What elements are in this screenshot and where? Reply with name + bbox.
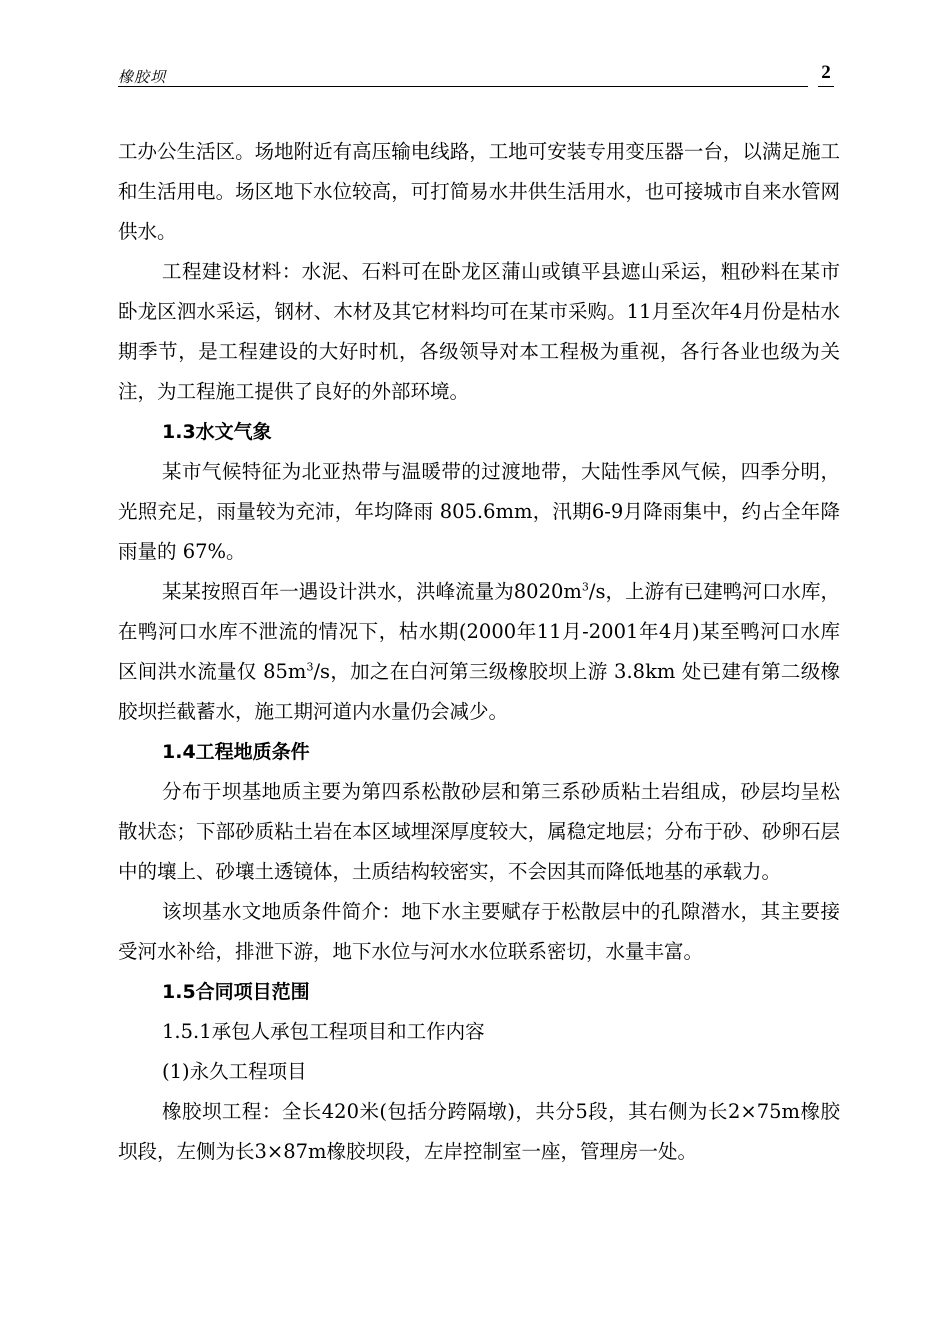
header-rule — [118, 86, 808, 87]
paragraph-materials: 工程建设材料：水泥、石料可在卧龙区蒲山或镇平县遮山采运，粗砂料在某市卧龙区泗水采运，钢材、木材及其它材料均可在某市采购。11月至次年4月份是枯水期季节，是工程建设的大好时机，各级领导对本工程极为重视，各行各业也级为关注，为工程施工提供了良好的外部环境。 — [118, 260, 840, 403]
superscript-3: 3 — [581, 580, 589, 594]
paragraph-climate: 某市气候特征为北亚热带与温暖带的过渡地带，大陆性季风气候，四季分明，光照充足，雨量较为充沛，年均降雨 805.6mm，汛期6-9月降雨集中，约占全年降雨量的 67%。 — [118, 460, 840, 563]
section-heading-contract-scope: 1.5合同项目范围 — [162, 981, 310, 1003]
document-body — [118, 132, 840, 1172]
page-header — [118, 62, 834, 88]
section-heading-hydrology: 1.3水文气象 — [162, 421, 272, 443]
header-title: 橡胶坝 — [118, 68, 167, 86]
paragraph-flood: 某某按照百年一遇设计洪水，洪峰流量为$8020m^3/s$，上游有已建鸭河口水库，在鸭河口水库不泄流的情况下，枯水期(2000年11月-2001年4月)某至鸭河口水库区间洪水流量仅 $85m^3/s$，加之在白河第三级橡胶坝上游 3.8km 处已建有第二级橡胶坝拦截蓄水，施工期河道内水量仍会减少。 — [118, 580, 841, 723]
paragraph-site-utilities: 工办公生活区。场地附近有高压输电线路，工地可安装专用变压器一台，以满足施工和生活用电。场区地下水位较高，可打简易水井供生活用水，也可接城市自来水管网供水。 — [118, 140, 840, 243]
superscript-3: 3 — [306, 660, 314, 674]
item-permanent-works: (1)永久工程项目 — [162, 1060, 307, 1083]
subsection-heading-contractor-scope: 1.5.1承包人承包工程项目和工作内容 — [162, 1020, 485, 1043]
paragraph-rubber-dam: 橡胶坝工程：全长420米(包括分跨隔墩)，共分5段，其右侧为长2×75m橡胶坝段，左侧为长3×87m橡胶坝段，左岸控制室一座，管理房一处。 — [118, 1100, 840, 1163]
paragraph-geology: 分布于坝基地质主要为第四系松散砂层和第三系砂质粘土岩组成，砂层均呈松散状态；下部砂质粘土岩在本区域埋深厚度较大，属稳定地层；分布于砂、砂卵石层中的壤上、砂壤土透镜体，土质结构较密实，不会因其而降低地基的承载力。 — [118, 780, 840, 883]
page-number: 2 — [818, 62, 834, 87]
paragraph-hydrogeology: 该坝基水文地质条件简介：地下水主要赋存于松散层中的孔隙潜水，其主要接受河水补给，排泄下游，地下水位与河水水位联系密切，水量丰富。 — [118, 900, 840, 963]
section-heading-geology: 1.4工程地质条件 — [162, 741, 310, 763]
